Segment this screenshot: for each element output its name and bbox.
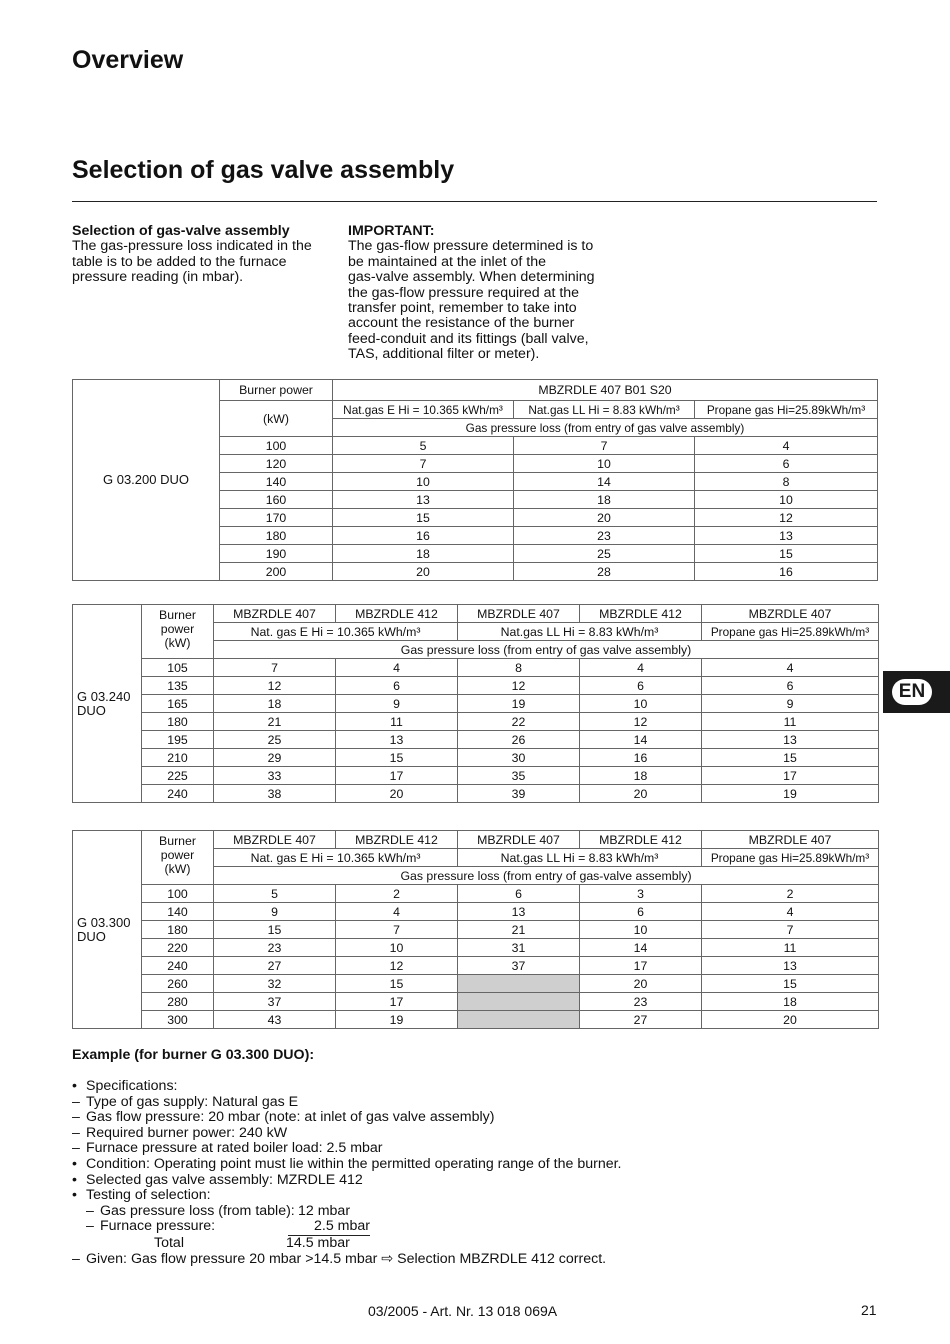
example-line: Selected gas valve assembly: MZRDLE 412 (86, 1171, 363, 1188)
power-cell: 200 (220, 563, 333, 581)
bullet: • (72, 1187, 77, 1204)
power-cell: 180 (142, 921, 214, 939)
value-cell: 8 (458, 659, 580, 677)
table-row (73, 957, 879, 975)
table-row (73, 767, 879, 785)
example-line: Given: Gas flow pressure 20 mbar >14.5 mbar ⇨ Selection MBZRDLE 412 correct. (86, 1250, 607, 1267)
value-cell: 9 (336, 695, 458, 713)
value-cell: 16 (695, 563, 878, 581)
value-cell: 15 (702, 749, 879, 767)
example-line: Type of gas supply: Natural gas E (86, 1093, 299, 1110)
power-cell: 280 (142, 993, 214, 1011)
gas-col-header: Nat.gas LL Hi = 8.83 kWh/m³ (458, 849, 702, 867)
table-row (73, 785, 879, 803)
power-cell: 140 (220, 473, 333, 491)
model-line: G 03.240 (77, 688, 131, 704)
table-row (73, 677, 879, 695)
value-cell: 22 (458, 713, 580, 731)
gas-col-header: Nat.gas LL Hi = 8.83 kWh/m³ (458, 623, 702, 641)
value-cell: 16 (333, 527, 514, 545)
value-cell: 23 (214, 939, 336, 957)
table-row (73, 1011, 879, 1029)
calc-label: Gas pressure loss (from table): (100, 1202, 295, 1219)
value-cell: 4 (580, 659, 702, 677)
value-cell: 15 (333, 509, 514, 527)
value-cell: 4 (336, 903, 458, 921)
value-cell: 23 (580, 993, 702, 1011)
value-cell: 13 (458, 903, 580, 921)
table-row (73, 885, 879, 903)
value-cell (458, 975, 580, 993)
power-cell: 165 (142, 695, 214, 713)
bullet: • (72, 1155, 77, 1172)
example-line: Testing of selection: (86, 1187, 211, 1204)
value-cell: 13 (695, 527, 878, 545)
example-body (72, 1079, 622, 1267)
value-cell: 6 (702, 677, 879, 695)
value-cell: 6 (580, 903, 702, 921)
value-cell: 7 (333, 455, 514, 473)
value-cell: 10 (514, 455, 695, 473)
example-heading: Example (for burner G 03.300 DUO): (72, 1047, 315, 1063)
valve-header: MBZRDLE 407 (458, 605, 580, 623)
valve-header: MBZRDLE 412 (336, 831, 458, 849)
value-cell: 19 (336, 1011, 458, 1029)
value-cell: 7 (514, 437, 695, 455)
power-header-line: power (160, 622, 195, 636)
intro-right-line: gas-valve assembly. When determining (348, 269, 595, 286)
loss-header: Gas pressure loss (from entry of gas-valve assembly) (214, 867, 879, 885)
value-cell: 20 (580, 975, 702, 993)
power-header-line: (kW) (164, 862, 191, 876)
value-cell: 33 (214, 767, 336, 785)
valve-header: MBZRDLE 407 (702, 831, 879, 849)
value-cell: 12 (580, 713, 702, 731)
value-cell: 29 (214, 749, 336, 767)
dash: – (72, 1140, 80, 1157)
power-cell: 120 (220, 455, 333, 473)
value-cell: 31 (458, 939, 580, 957)
intro-left-heading: Selection of gas-valve assembly (72, 223, 290, 239)
value-cell: 17 (580, 957, 702, 975)
title-rule (72, 201, 877, 202)
gas-col-header: Propane gas Hi=25.89kWh/m³ (702, 849, 879, 867)
bullet: • (72, 1078, 77, 1094)
table-row (73, 731, 879, 749)
value-cell: 20 (702, 1011, 879, 1029)
value-cell: 20 (333, 563, 514, 581)
model-line: G 03.300 (77, 914, 131, 930)
pressure-loss-table-g03240 (72, 604, 879, 803)
value-cell: 20 (336, 785, 458, 803)
value-cell: 37 (458, 957, 580, 975)
table-row (73, 903, 879, 921)
power-header-line: (kW) (164, 636, 191, 650)
value-cell: 27 (214, 957, 336, 975)
value-cell: 9 (214, 903, 336, 921)
value-cell: 2 (336, 885, 458, 903)
valve-header: MBZRDLE 412 (336, 605, 458, 623)
value-cell: 21 (214, 713, 336, 731)
value-cell: 4 (336, 659, 458, 677)
table-row (73, 659, 879, 677)
example-line: Condition: Operating point must lie within the permitted operating range of the burner. (86, 1155, 622, 1172)
value-cell: 18 (580, 767, 702, 785)
table-row (73, 939, 879, 957)
power-cell: 100 (220, 437, 333, 455)
value-cell: 15 (695, 545, 878, 563)
table-row (73, 975, 879, 993)
power-cell: 195 (142, 731, 214, 749)
pressure-loss-table-g03300 (72, 830, 879, 1029)
power-cell: 180 (220, 527, 333, 545)
intro-right-line: The gas-flow pressure determined is to (348, 238, 594, 255)
power-cell: 300 (142, 1011, 214, 1029)
gas-col-header: Propane gas Hi=25.89kWh/m³ (695, 401, 878, 419)
power-cell: 225 (142, 767, 214, 785)
value-cell: 20 (580, 785, 702, 803)
value-cell: 11 (336, 713, 458, 731)
language-tab-label: EN (892, 679, 932, 705)
power-cell: 105 (142, 659, 214, 677)
value-cell (458, 993, 580, 1011)
valve-header: MBZRDLE 407 (458, 831, 580, 849)
value-cell: 9 (702, 695, 879, 713)
table-row (73, 713, 879, 731)
power-cell: 220 (142, 939, 214, 957)
value-cell: 30 (458, 749, 580, 767)
table-row (73, 695, 879, 713)
value-cell: 18 (333, 545, 514, 563)
power-header-line: power (160, 848, 195, 862)
value-cell: 13 (702, 957, 879, 975)
value-cell: 37 (214, 993, 336, 1011)
valve-header: MBZRDLE 407 (214, 831, 336, 849)
value-cell: 7 (336, 921, 458, 939)
power-header (142, 831, 214, 885)
intro-right-line: transfer point, remember to take into (348, 300, 577, 317)
intro-right-line: be maintained at the inlet of the (348, 253, 546, 270)
value-cell: 13 (336, 731, 458, 749)
example-line: Specifications: (86, 1078, 178, 1094)
value-cell: 43 (214, 1011, 336, 1029)
value-cell: 7 (214, 659, 336, 677)
value-cell (458, 1011, 580, 1029)
page-number: 21 (861, 1302, 877, 1318)
value-cell: 5 (333, 437, 514, 455)
section-heading: Overview (72, 46, 184, 74)
value-cell: 6 (336, 677, 458, 695)
dash: – (72, 1093, 80, 1110)
valve-header: MBZRDLE 412 (580, 831, 702, 849)
language-tab[interactable] (883, 671, 950, 713)
dash: – (72, 1124, 80, 1141)
calc-label: Furnace pressure: (100, 1218, 216, 1235)
power-header-line: Burner (159, 834, 196, 848)
value-cell: 26 (458, 731, 580, 749)
value-cell: 17 (336, 993, 458, 1011)
power-cell: 180 (142, 713, 214, 731)
model-cell (73, 605, 142, 803)
value-cell: 20 (514, 509, 695, 527)
value-cell: 14 (580, 731, 702, 749)
value-cell: 10 (580, 921, 702, 939)
value-cell: 4 (695, 437, 878, 455)
value-cell: 35 (458, 767, 580, 785)
power-unit: (kW) (220, 401, 333, 437)
important-heading: IMPORTANT: (348, 223, 435, 239)
value-cell: 16 (580, 749, 702, 767)
value-cell: 39 (458, 785, 580, 803)
value-cell: 38 (214, 785, 336, 803)
value-cell: 17 (336, 767, 458, 785)
page-title: Selection of gas valve assembly (72, 156, 455, 184)
bullet: • (72, 1171, 77, 1188)
value-cell: 8 (695, 473, 878, 491)
intro-left-line: table is to be added to the furnace (72, 253, 287, 270)
pressure-loss-table-g03200 (72, 379, 878, 581)
calc-value: 2.5 mbar (288, 1219, 370, 1236)
value-cell: 5 (214, 885, 336, 903)
dash: – (86, 1202, 94, 1219)
value-cell: 2 (702, 885, 879, 903)
value-cell: 18 (214, 695, 336, 713)
power-cell: 210 (142, 749, 214, 767)
power-cell: 160 (220, 491, 333, 509)
model-line: DUO (77, 702, 106, 718)
value-cell: 27 (580, 1011, 702, 1029)
intro-left-line: The gas-pressure loss indicated in the (72, 238, 312, 255)
total-label: Total (154, 1234, 184, 1251)
value-cell: 6 (580, 677, 702, 695)
value-cell: 18 (702, 993, 879, 1011)
example-line: Required burner power: 240 kW (86, 1124, 288, 1141)
value-cell: 10 (336, 939, 458, 957)
valve-header: MBZRDLE 407 (702, 605, 879, 623)
value-cell: 6 (458, 885, 580, 903)
value-cell: 11 (702, 939, 879, 957)
value-cell: 28 (514, 563, 695, 581)
value-cell: 4 (702, 903, 879, 921)
power-cell: 170 (220, 509, 333, 527)
value-cell: 17 (702, 767, 879, 785)
value-cell: 23 (514, 527, 695, 545)
intro-left-line: pressure reading (in mbar). (72, 269, 244, 286)
value-cell: 18 (514, 491, 695, 509)
intro-left (72, 224, 332, 286)
power-header-line: Burner (159, 608, 196, 622)
loss-header: Gas pressure loss (from entry of gas valve assembly) (333, 419, 878, 437)
model-cell (73, 831, 142, 1029)
value-cell: 15 (702, 975, 879, 993)
intro-right-line: account the resistance of the burner (348, 315, 575, 332)
value-cell: 21 (458, 921, 580, 939)
power-cell: 260 (142, 975, 214, 993)
gas-col-header: Nat.gas E Hi = 10.365 kWh/m³ (333, 401, 514, 419)
intro-right (348, 224, 618, 363)
value-cell: 10 (333, 473, 514, 491)
value-cell: 12 (695, 509, 878, 527)
dash: – (72, 1250, 80, 1267)
value-cell: 13 (702, 731, 879, 749)
value-cell: 11 (702, 713, 879, 731)
value-cell: 15 (336, 749, 458, 767)
value-cell: 7 (702, 921, 879, 939)
table-row (73, 749, 879, 767)
intro-right-line: the gas-flow pressure required at the (348, 284, 580, 301)
dash: – (86, 1218, 94, 1235)
value-cell: 3 (580, 885, 702, 903)
value-cell: 25 (514, 545, 695, 563)
value-cell: 19 (458, 695, 580, 713)
model-cell: G 03.200 DUO (73, 380, 220, 581)
footer-edition: 03/2005 - Art. Nr. 13 018 069A (368, 1303, 558, 1319)
example-line: Gas flow pressure: 20 mbar (note: at inlet of gas valve assembly) (86, 1109, 495, 1126)
gas-col-header: Nat.gas LL Hi = 8.83 kWh/m³ (514, 401, 695, 419)
value-cell: 4 (702, 659, 879, 677)
value-cell: 12 (214, 677, 336, 695)
value-cell: 32 (214, 975, 336, 993)
power-cell: 100 (142, 885, 214, 903)
value-cell: 25 (214, 731, 336, 749)
power-cell: 240 (142, 785, 214, 803)
power-cell: 240 (142, 957, 214, 975)
valve-header: MBZRDLE 407 (214, 605, 336, 623)
valve-header: MBZRDLE 407 B01 S20 (333, 380, 878, 401)
example-line: Furnace pressure at rated boiler load: 2.5 mbar (86, 1140, 383, 1157)
value-cell: 14 (580, 939, 702, 957)
model-line: DUO (77, 928, 106, 944)
power-cell: 190 (220, 545, 333, 563)
gas-col-header: Propane gas Hi=25.89kWh/m³ (702, 623, 879, 641)
table-row (73, 921, 879, 939)
gas-col-header: Nat. gas E Hi = 10.365 kWh/m³ (214, 849, 458, 867)
value-cell: 10 (580, 695, 702, 713)
calc-value: 12 mbar (298, 1202, 351, 1219)
value-cell: 14 (514, 473, 695, 491)
value-cell: 6 (695, 455, 878, 473)
value-cell: 12 (458, 677, 580, 695)
value-cell: 10 (695, 491, 878, 509)
power-header (142, 605, 214, 659)
value-cell: 15 (214, 921, 336, 939)
table-row (73, 993, 879, 1011)
value-cell: 12 (336, 957, 458, 975)
intro-right-line: TAS, additional filter or meter). (348, 346, 540, 363)
power-cell: 135 (142, 677, 214, 695)
value-cell: 19 (702, 785, 879, 803)
valve-header: MBZRDLE 412 (580, 605, 702, 623)
dash: – (72, 1109, 80, 1126)
power-cell: 140 (142, 903, 214, 921)
value-cell: 13 (333, 491, 514, 509)
intro-right-line: feed-conduit and its fittings (ball valve, (348, 330, 589, 347)
loss-header: Gas pressure loss (from entry of gas valve assembly) (214, 641, 879, 659)
gas-col-header: Nat. gas E Hi = 10.365 kWh/m³ (214, 623, 458, 641)
total-value: 14.5 mbar (286, 1234, 350, 1251)
value-cell: 15 (336, 975, 458, 993)
power-header: Burner power (220, 380, 333, 401)
